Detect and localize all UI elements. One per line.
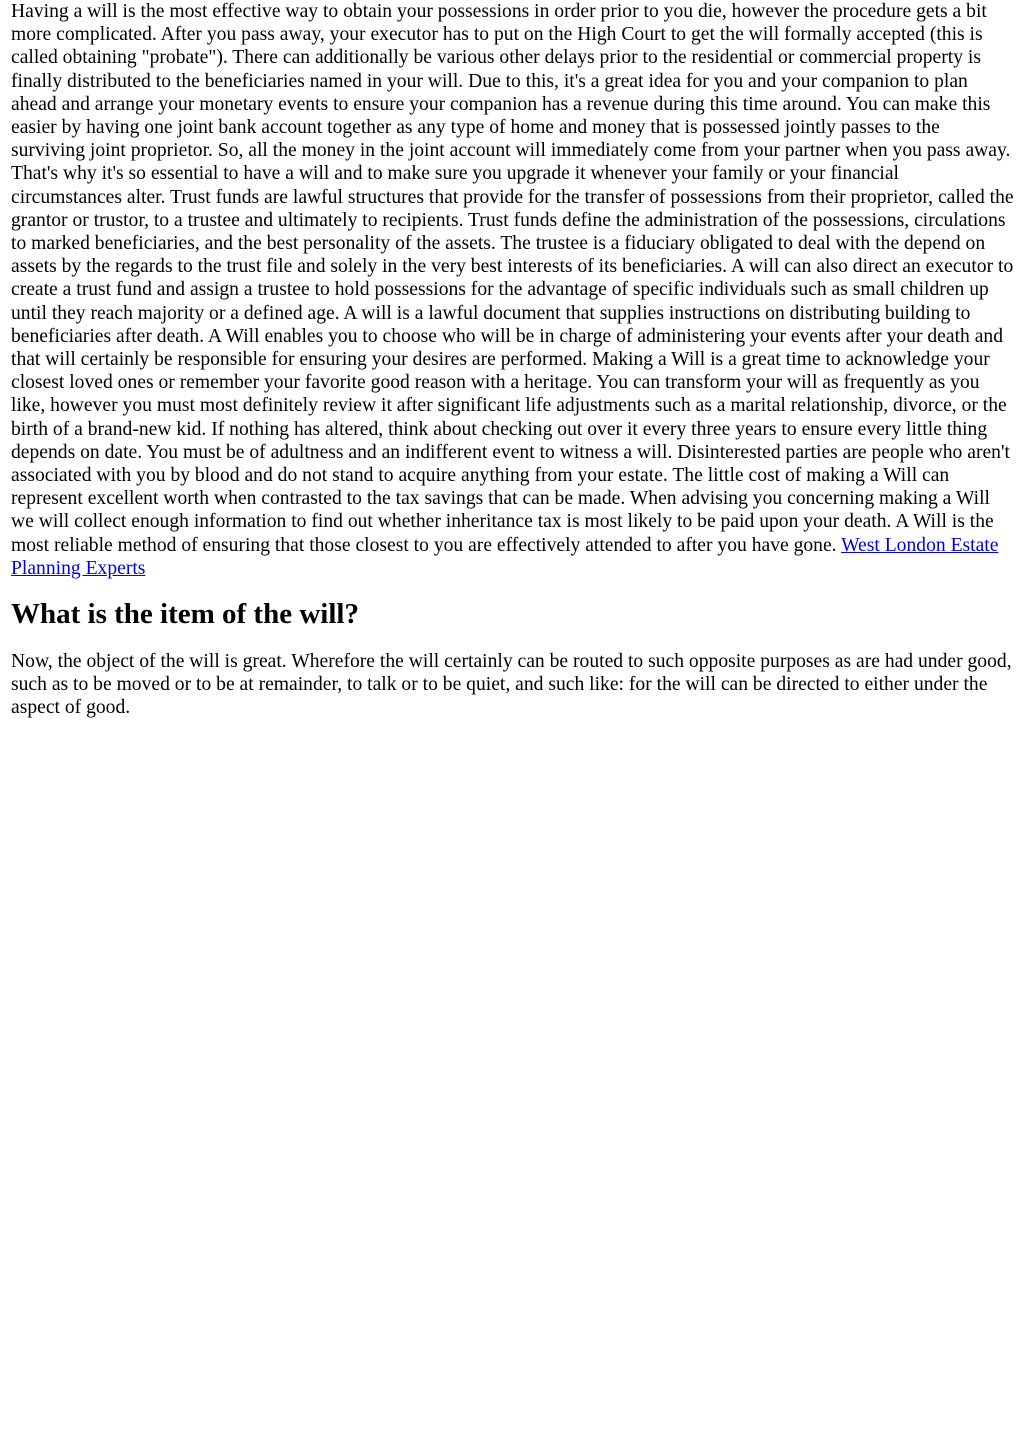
estate-planning-link[interactable]: West London Estate Planning Experts [11,534,999,579]
section-paragraph: Now, the object of the will is great. Wherefore the will certainly can be routed to such opposite purposes as are had under good, such as to be moved or to be at remainder, to talk or to be quiet, and such like: for the will can be directed to either under the aspect of good. [11,651,1012,719]
section-heading: What is the item of the will? [11,598,359,631]
article-page [0,0,1024,720]
intro-text: Having a will is the most effective way to obtain your possessions in order prior to you die, however the procedure gets a bit more complicated. After you pass away, your executor has to put on the High Court to get the will formally accepted (this is called obtaining "probate"). There can additionally be various other delays prior to the residential or commercial property is finally distributed to the beneficiaries named in your will. Due to this, it's a great idea for you and your companion to plan ahead and arrange your monetary events to ensure your companion has a revenue during this time around. You can make this easier by having one joint bank account together as any type of home and money that is possessed jointly passes to the surviving joint proprietor. So, all the money in the joint account will immediately come from your partner when you pass away. That's why it's so essential to have a will and to make sure you upgrade it whenever your family or your financial circumstances alter. Trust funds are lawful structures that provide for the transfer of possessions from their proprietor, called the grantor or trustor, to a trustee and ultimately to recipients. Trust funds define the administration of the possessions, circulations to marked beneficiaries, and the best personality of the assets. The trustee is a fiduciary obligated to deal with the depend on assets by the regards to the trust file and solely in the very best interests of its beneficiaries. A will can also direct an executor to create a trust fund and assign a trustee to hold possessions for the advantage of specific individuals such as small children up until they reach majority or a defined age. A will is a lawful document that supplies instructions on distributing building to beneficiaries after death. A Will enables you to choose who will be in charge of administering your events after your death and that will certainly be responsible for ensuring your desires are performed. Making a Will is a great time to acknowledge your closest loved ones or remember your favorite good reason with a heritage. You can transform your will as frequently as you like, however you must most definitely review it after significant life adjustments such as a marital relationship, divorce, or the birth of a brand-new kid. If nothing has altered, think about checking out over it every three years to ensure every little thing depends on date. You must be of adultness and an indifferent event to witness a will. Disinterested parties are people who aren't associated with you by blood and do not stand to acquire anything from your estate. The little cost of making a Will can represent excellent worth when contrasted to the tax savings that can be made. When advising you concerning making a Will we will collect enough information to find out whether inheritance tax is most likely to be paid upon your death. A Will is the most reliable method of ensuring that those closest to you are effectively attended to after you have gone. [11,1,1014,556]
intro-paragraph [11,0,1014,580]
